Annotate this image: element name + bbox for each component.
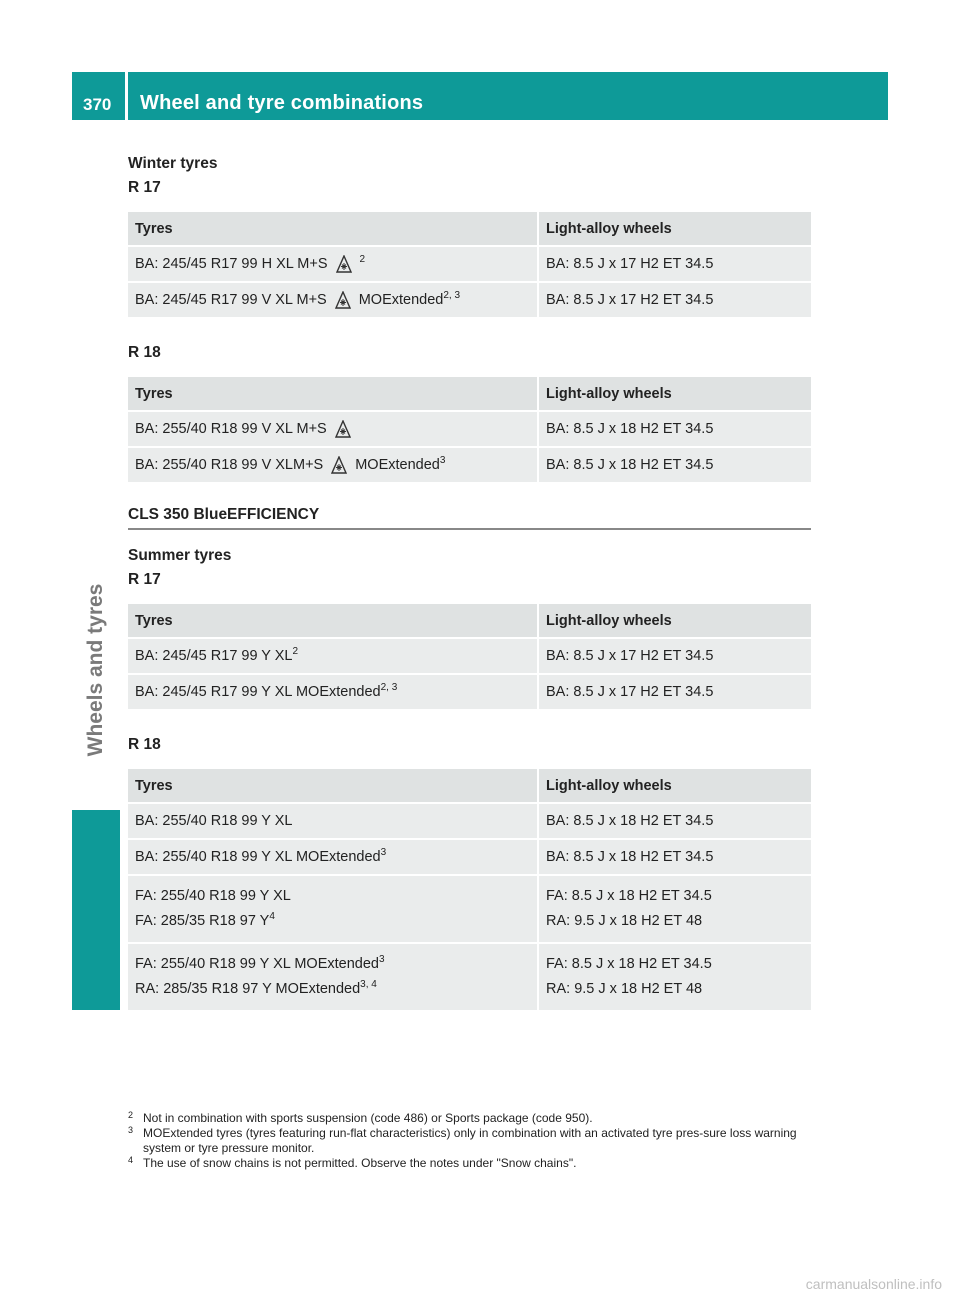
table-row bbox=[128, 247, 811, 281]
table-header-row bbox=[128, 377, 811, 410]
snowflake-mountain-icon bbox=[336, 255, 352, 273]
tyre-suffix: MOExtended bbox=[355, 456, 440, 473]
side-section-label bbox=[72, 550, 120, 790]
footnotes bbox=[128, 1111, 818, 1171]
col-wheels: Light-alloy wheels bbox=[539, 604, 811, 637]
main-content bbox=[128, 152, 811, 1034]
table-header-row bbox=[128, 212, 811, 245]
footnote-text: MOExtended tyres (tyres featuring run-flat characteristics) only in combination with an activated tyre pres-sure loss warning system or tyre pressure monitor. bbox=[143, 1126, 797, 1155]
tyre-text: BA: 245/45 R17 99 Y XL MOExtended bbox=[135, 684, 381, 700]
wheel-cell bbox=[539, 944, 811, 1010]
front-wheel: FA: 8.5 J x 18 H2 ET 34.5 bbox=[546, 956, 712, 972]
col-wheels: Light-alloy wheels bbox=[539, 377, 811, 410]
tyre-text: BA: 245/45 R17 99 H XL M+S bbox=[135, 255, 328, 272]
table-row bbox=[128, 876, 811, 942]
col-tyres: Tyres bbox=[128, 769, 539, 802]
tyre-cell bbox=[128, 448, 539, 482]
rear-tyre: FA: 285/35 R18 97 $Y^4$ bbox=[135, 911, 275, 929]
footnote-ref: 2 bbox=[359, 254, 366, 265]
tyre-cell bbox=[128, 840, 539, 874]
footnote-ref: 3 bbox=[378, 954, 385, 966]
col-tyres: Tyres bbox=[128, 377, 539, 410]
table-row bbox=[128, 675, 811, 709]
footnote-number: 3 bbox=[128, 1125, 134, 1135]
winter-r18-label: R 18 bbox=[128, 344, 161, 361]
wheel-cell: BA: 8.5 J x 18 H2 ET 34.5 bbox=[539, 412, 811, 446]
footnote-ref: 2, 3 bbox=[380, 682, 398, 694]
rear-wheel: RA: 9.5 J x 18 H2 ET 48 bbox=[546, 913, 703, 929]
footnote-ref: 3 bbox=[380, 847, 387, 859]
footnote bbox=[128, 1156, 818, 1171]
wheel-cell: BA: 8.5 J x 18 H2 ET 34.5 bbox=[539, 840, 811, 874]
footnote-text: The use of snow chains is not permitted. Observe the notes under "Snow chains". bbox=[143, 1156, 577, 1170]
tyre-cell bbox=[128, 675, 539, 709]
winter-tyres-title: Winter tyres bbox=[128, 155, 218, 172]
table-row bbox=[128, 283, 811, 317]
wheel-cell: BA: 8.5 J x 18 H2 ET 34.5 bbox=[539, 448, 811, 482]
winter-r18-table bbox=[128, 375, 811, 484]
summer-r18-label: R 18 bbox=[128, 736, 161, 753]
footnote-text: Not in combination with sports suspension (code 486) or Sports package (code 950). bbox=[143, 1111, 593, 1125]
page-number: 370 bbox=[72, 72, 125, 120]
table-row bbox=[128, 639, 811, 673]
table-row bbox=[128, 412, 811, 446]
page-header bbox=[72, 72, 888, 120]
front-tyre: FA: 255/40 R18 99 Y XL MOExtended$^3$ bbox=[135, 954, 385, 972]
col-wheels: Light-alloy wheels bbox=[539, 769, 811, 802]
tyre-cell bbox=[128, 412, 539, 446]
snowflake-mountain-icon bbox=[335, 420, 351, 438]
tyre-cell bbox=[128, 876, 539, 942]
tyre-text: BA: 245/45 R17 99 Y XL bbox=[135, 648, 293, 664]
tyre-text: BA: 255/40 R18 99 Y XL MOExtended bbox=[135, 849, 381, 865]
footnote-ref: 4 bbox=[269, 911, 275, 923]
wheel-cell: BA: 8.5 J x 17 H2 ET 34.5 bbox=[539, 639, 811, 673]
summer-r17-table bbox=[128, 602, 811, 711]
wheel-cell: BA: 8.5 J x 18 H2 ET 34.5 bbox=[539, 804, 811, 838]
footnote-ref: 3 bbox=[439, 455, 446, 466]
table-row bbox=[128, 840, 811, 874]
winter-r17-label: R 17 bbox=[128, 179, 161, 196]
winter-r17-table bbox=[128, 210, 811, 319]
footnote-ref: 3, 4 bbox=[360, 979, 377, 991]
col-tyres: Tyres bbox=[128, 604, 539, 637]
tyre-cell bbox=[128, 804, 539, 838]
table-header-row bbox=[128, 604, 811, 637]
wheel-cell: BA: 8.5 J x 17 H2 ET 34.5 bbox=[539, 283, 811, 317]
side-tab-marker bbox=[72, 810, 120, 1010]
tyre-cell bbox=[128, 247, 539, 281]
table-row bbox=[128, 944, 811, 1010]
rear-tyre: RA: 285/35 R18 97 Y MOExtended$^{3, 4}$ bbox=[135, 979, 377, 997]
watermark: carmanualsonline.info bbox=[805, 1276, 942, 1292]
rear-wheel: RA: 9.5 J x 18 H2 ET 48 bbox=[546, 981, 703, 997]
footnote-ref: 2 bbox=[292, 646, 299, 658]
tyre-suffix: MOExtended bbox=[358, 291, 444, 308]
summer-tyres-title: Summer tyres bbox=[128, 547, 232, 564]
front-wheel: FA: 8.5 J x 18 H2 ET 34.5 bbox=[546, 888, 712, 904]
col-tyres: Tyres bbox=[128, 212, 539, 245]
section-heading: CLS 350 BlueEFFICIENCY bbox=[128, 506, 811, 530]
page-title: Wheel and tyre combinations bbox=[128, 72, 888, 120]
tyre-text: BA: 255/40 R18 99 Y XL bbox=[135, 813, 293, 829]
footnote-number: 4 bbox=[128, 1155, 134, 1165]
wheel-cell bbox=[539, 876, 811, 942]
wheel-cell: BA: 8.5 J x 17 H2 ET 34.5 bbox=[539, 247, 811, 281]
table-row bbox=[128, 804, 811, 838]
footnote-ref: 2, 3 bbox=[443, 290, 461, 301]
front-tyre: FA: 255/40 R18 99 Y XL bbox=[135, 888, 291, 904]
col-wheels: Light-alloy wheels bbox=[539, 212, 811, 245]
table-row bbox=[128, 448, 811, 482]
tyre-text: BA: 255/40 R18 99 V XL M+S bbox=[135, 420, 327, 437]
tyre-cell bbox=[128, 639, 539, 673]
table-header-row bbox=[128, 769, 811, 802]
snowflake-mountain-icon bbox=[331, 456, 347, 474]
summer-r17-label: R 17 bbox=[128, 571, 161, 588]
tyre-text: BA: 255/40 R18 99 V XLM+S bbox=[135, 456, 324, 473]
footnote bbox=[128, 1126, 818, 1156]
wheel-cell: BA: 8.5 J x 17 H2 ET 34.5 bbox=[539, 675, 811, 709]
snowflake-mountain-icon bbox=[335, 291, 351, 309]
tyre-cell bbox=[128, 944, 539, 1010]
footnote bbox=[128, 1111, 818, 1126]
footnote-number: 2 bbox=[128, 1110, 134, 1120]
tyre-text: BA: 245/45 R17 99 V XL M+S bbox=[135, 291, 327, 308]
tyre-cell bbox=[128, 283, 539, 317]
summer-r18-table bbox=[128, 767, 811, 1012]
side-section-text: Wheels and tyres bbox=[84, 583, 107, 757]
